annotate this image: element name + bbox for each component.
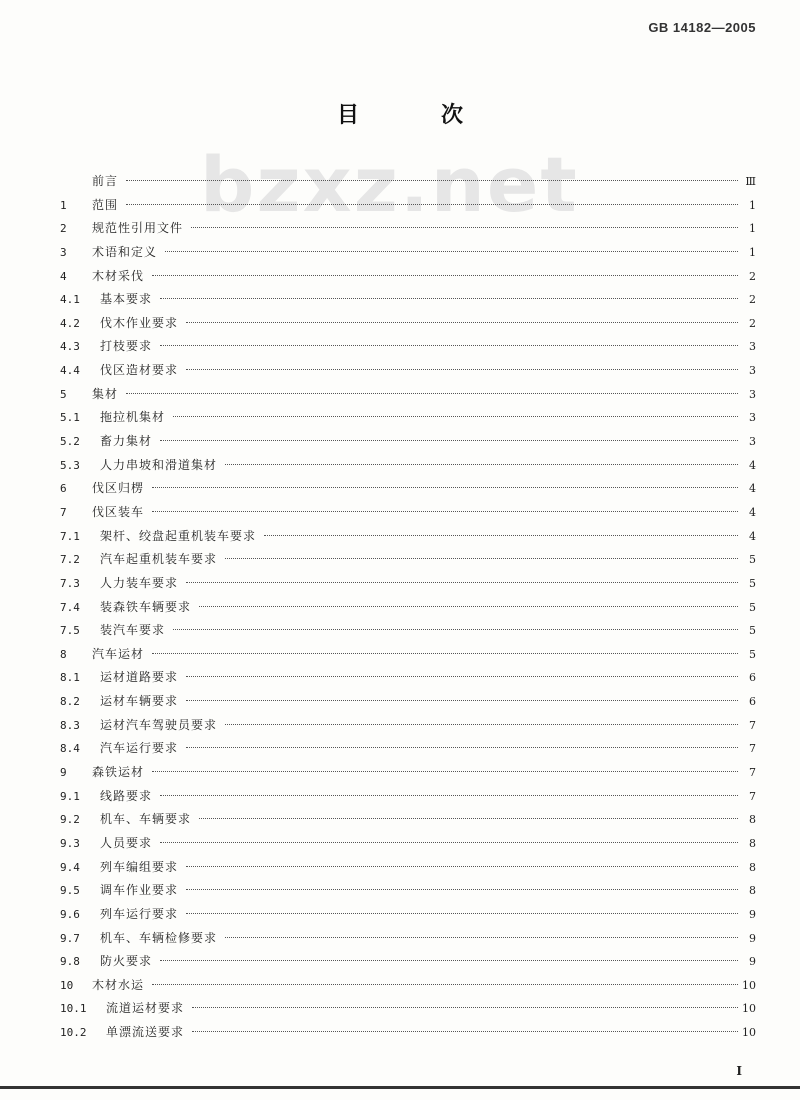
toc-entry[interactable] [60, 997, 756, 1021]
toc-entry-title: 运材汽车驾驶员要求 [100, 717, 218, 732]
toc-entry[interactable] [60, 643, 756, 667]
toc-entry-title: 木材采伐 [92, 268, 145, 283]
toc-entry-title: 装汽车要求 [100, 623, 166, 638]
dot-leader [165, 250, 738, 252]
toc-entry-page: 6 [749, 671, 756, 685]
toc-entry[interactable] [60, 761, 756, 785]
toc-entry-page: 4 [749, 505, 756, 519]
toc-entry[interactable] [60, 194, 756, 218]
toc-entry-title: 木材水运 [92, 977, 145, 992]
toc-entry-number: 10 [60, 978, 74, 992]
page-title: 目 次 [336, 102, 493, 128]
toc-entry-title: 拖拉机集材 [100, 410, 166, 425]
toc-entry-title: 装森铁车辆要求 [100, 599, 192, 614]
dot-leader [192, 1006, 738, 1008]
toc-entry[interactable] [60, 666, 756, 690]
toc-entry-title: 人力装车要求 [100, 575, 179, 590]
standard-code: GB 14182—2005 [648, 20, 756, 35]
toc-entry-page: 5 [749, 576, 756, 590]
toc-entry-number: 9.3 [60, 836, 80, 850]
dot-leader [160, 344, 738, 346]
toc-entry-number: 5.1 [60, 411, 80, 425]
dot-leader [186, 699, 738, 701]
toc-entry-number: 7.4 [60, 600, 80, 614]
toc-entry[interactable] [60, 548, 756, 572]
toc-entry[interactable] [60, 312, 756, 336]
toc-entry-page: 8 [749, 860, 756, 874]
toc-entry-page: 1 [749, 245, 756, 259]
toc-entry-number: 5 [60, 387, 67, 401]
dot-leader [126, 392, 738, 394]
toc-entry[interactable] [60, 501, 756, 525]
toc-entry-number: 4.3 [60, 340, 80, 354]
toc-entry-number: 9.7 [60, 931, 80, 945]
toc-entry[interactable] [60, 879, 756, 903]
toc-entry-title: 伐区造材要求 [100, 363, 179, 378]
toc-entry[interactable] [60, 477, 756, 501]
toc-entry-page: 9 [749, 931, 756, 945]
toc-entry[interactable] [60, 170, 756, 194]
dot-leader [199, 605, 738, 607]
dot-leader [152, 983, 738, 985]
toc-entry-number: 9.6 [60, 907, 80, 921]
toc-entry-number: 8.3 [60, 718, 80, 732]
toc-entry[interactable] [60, 1021, 756, 1045]
toc-entry-page: 5 [749, 600, 756, 614]
toc-entry[interactable] [60, 572, 756, 596]
toc-entry-number: 9.4 [60, 860, 80, 874]
toc-entry-number: 4 [60, 269, 67, 283]
toc-entry[interactable] [60, 288, 756, 312]
dot-leader [160, 959, 738, 961]
toc-entry-title: 打枝要求 [100, 339, 153, 354]
dot-leader [225, 557, 738, 559]
toc-entry[interactable] [60, 241, 756, 265]
toc-entry-page: 3 [749, 435, 756, 449]
dot-leader [192, 1030, 738, 1032]
toc-entry-number: 9.1 [60, 789, 80, 803]
toc-entry-title: 机车、车辆检修要求 [100, 930, 218, 945]
toc-entry-number: 8.2 [60, 695, 80, 709]
toc-entry-number: 8 [60, 647, 67, 661]
toc-entry-title: 集材 [92, 386, 119, 401]
toc-entry[interactable] [60, 903, 756, 927]
toc-entry-title: 术语和定义 [92, 244, 158, 259]
toc-entry[interactable] [60, 217, 756, 241]
toc-entry-number: 5.2 [60, 435, 80, 449]
dot-leader [126, 203, 738, 205]
toc-entry-page: 5 [749, 553, 756, 567]
toc-entry-number: 4.4 [60, 364, 80, 378]
toc-entry-number: 7.3 [60, 576, 80, 590]
bottom-rule [0, 1086, 800, 1089]
toc-entry[interactable] [60, 690, 756, 714]
toc-entry-page: 2 [749, 293, 756, 307]
dot-leader [186, 888, 738, 890]
toc-entry-page: 7 [749, 789, 756, 803]
toc-entry-page: 9 [749, 955, 756, 969]
dot-leader [160, 841, 738, 843]
toc-entry-page: 8 [749, 884, 756, 898]
dot-leader [191, 226, 738, 228]
toc-entry-title: 运材车辆要求 [100, 694, 179, 709]
toc-entry-number: 7.1 [60, 529, 80, 543]
dot-leader [152, 652, 738, 654]
dot-leader [126, 179, 738, 181]
dot-leader [152, 510, 738, 512]
toc-entry-number: 10.1 [60, 1002, 87, 1016]
toc-entry-title: 规范性引用文件 [92, 221, 184, 236]
toc-entry-title: 伐区归楞 [92, 481, 145, 496]
toc-entry-number: 7.5 [60, 624, 80, 638]
toc-entry-title: 架杆、绞盘起重机装车要求 [100, 528, 257, 543]
dot-leader [152, 770, 738, 772]
toc-entry-page: 10 [742, 1002, 756, 1016]
toc-entry[interactable] [60, 383, 756, 407]
toc-entry-page: 1 [749, 222, 756, 236]
toc-entry-number: 6 [60, 482, 67, 496]
toc-entry-page: 2 [749, 316, 756, 330]
toc-entry-title: 运材道路要求 [100, 670, 179, 685]
toc-entry-title: 前言 [92, 174, 119, 188]
dot-leader [186, 321, 738, 323]
dot-leader [199, 817, 738, 819]
toc-entry[interactable] [60, 596, 756, 620]
toc-entry-page: 5 [749, 624, 756, 638]
toc-entry-title: 森铁运材 [92, 765, 145, 780]
dot-leader [160, 297, 738, 299]
toc-entry-title: 防火要求 [100, 954, 153, 969]
toc-entry-number: 7.2 [60, 553, 80, 567]
toc-entry[interactable] [60, 950, 756, 974]
toc-entry-number: 9.5 [60, 884, 80, 898]
toc-entry-title: 汽车运材 [92, 646, 145, 661]
toc-entry-number: 8.1 [60, 671, 80, 685]
toc-entry-title: 单漂流送要求 [106, 1025, 185, 1040]
toc-entry-page: 2 [749, 269, 756, 283]
toc-entry-title: 人员要求 [100, 835, 153, 850]
toc-entry-number: 10.2 [60, 1026, 87, 1040]
toc-entry-title: 调车作业要求 [100, 883, 179, 898]
dot-leader [264, 534, 738, 536]
toc-entry-page: Ⅲ [745, 175, 756, 188]
dot-leader [225, 723, 738, 725]
dot-leader [186, 368, 738, 370]
toc-entry-title: 畜力集材 [100, 434, 153, 449]
dot-leader [186, 746, 738, 748]
dot-leader [173, 628, 738, 630]
toc-entry[interactable] [60, 406, 756, 430]
dot-leader [152, 486, 738, 488]
toc-entry-title: 伐区装车 [92, 504, 145, 519]
toc-entry-number: 8.4 [60, 742, 80, 756]
watermark: bzxz.net [200, 140, 579, 229]
dot-leader [173, 415, 738, 417]
toc-entry-page: 7 [749, 742, 756, 756]
page-number: Ⅰ [736, 1064, 742, 1078]
toc-entry[interactable] [60, 335, 756, 359]
toc-entry-page: 8 [749, 836, 756, 850]
toc-entry-number: 4.1 [60, 293, 80, 307]
toc-entry[interactable] [60, 714, 756, 738]
toc-entry[interactable] [60, 974, 756, 998]
toc-entry[interactable] [60, 454, 756, 478]
toc-entry-number: 1 [60, 198, 67, 212]
toc-entry-title: 基本要求 [100, 292, 153, 307]
dot-leader [152, 274, 738, 276]
toc-entry-title: 汽车起重机装车要求 [100, 552, 218, 567]
table-of-contents [60, 170, 756, 1045]
toc-entry-title: 列车编组要求 [100, 859, 179, 874]
toc-entry[interactable] [60, 856, 756, 880]
toc-entry[interactable] [60, 927, 756, 951]
dot-leader [160, 439, 738, 441]
toc-entry[interactable] [60, 808, 756, 832]
dot-leader [186, 675, 738, 677]
toc-entry-number: 5.3 [60, 458, 80, 472]
toc-entry-page: 7 [749, 718, 756, 732]
toc-entry-page: 3 [749, 364, 756, 378]
toc-entry-page: 1 [749, 198, 756, 212]
toc-entry-page: 4 [749, 482, 756, 496]
toc-entry-page: 7 [749, 766, 756, 780]
toc-entry-page: 4 [749, 458, 756, 472]
dot-leader [160, 794, 738, 796]
toc-entry[interactable] [60, 785, 756, 809]
toc-entry-page: 3 [749, 387, 756, 401]
toc-entry-title: 汽车运行要求 [100, 741, 179, 756]
toc-entry-number: 2 [60, 222, 67, 236]
toc-entry-page: 3 [749, 340, 756, 354]
toc-entry-page: 8 [749, 813, 756, 827]
toc-entry[interactable] [60, 525, 756, 549]
toc-entry-title: 机车、车辆要求 [100, 812, 192, 827]
toc-entry-title: 人力串坡和滑道集材 [100, 457, 218, 472]
toc-entry[interactable] [60, 737, 756, 761]
toc-entry-title: 范围 [92, 197, 119, 212]
toc-entry-number: 9.2 [60, 813, 80, 827]
toc-entry-page: 10 [742, 978, 756, 992]
toc-entry-number: 9 [60, 766, 67, 780]
dot-leader [186, 865, 738, 867]
toc-entry-page: 4 [749, 529, 756, 543]
toc-entry[interactable] [60, 430, 756, 454]
toc-entry[interactable] [60, 265, 756, 289]
dot-leader [225, 463, 738, 465]
dot-leader [225, 936, 738, 938]
toc-entry[interactable] [60, 832, 756, 856]
toc-entry-page: 3 [749, 411, 756, 425]
dot-leader [186, 581, 738, 583]
toc-entry-page: 6 [749, 695, 756, 709]
toc-entry[interactable] [60, 619, 756, 643]
toc-entry-page: 9 [749, 907, 756, 921]
dot-leader [186, 912, 738, 914]
toc-entry-number: 9.8 [60, 955, 80, 969]
toc-entry[interactable] [60, 359, 756, 383]
toc-entry-number: 7 [60, 505, 67, 519]
toc-entry-title: 伐木作业要求 [100, 315, 179, 330]
toc-entry-number: 3 [60, 245, 67, 259]
toc-entry-page: 10 [742, 1026, 756, 1040]
toc-entry-number: 4.2 [60, 316, 80, 330]
toc-entry-page: 5 [749, 647, 756, 661]
toc-entry-title: 线路要求 [100, 788, 153, 803]
toc-entry-title: 列车运行要求 [100, 906, 179, 921]
toc-entry-title: 流道运材要求 [106, 1001, 185, 1016]
